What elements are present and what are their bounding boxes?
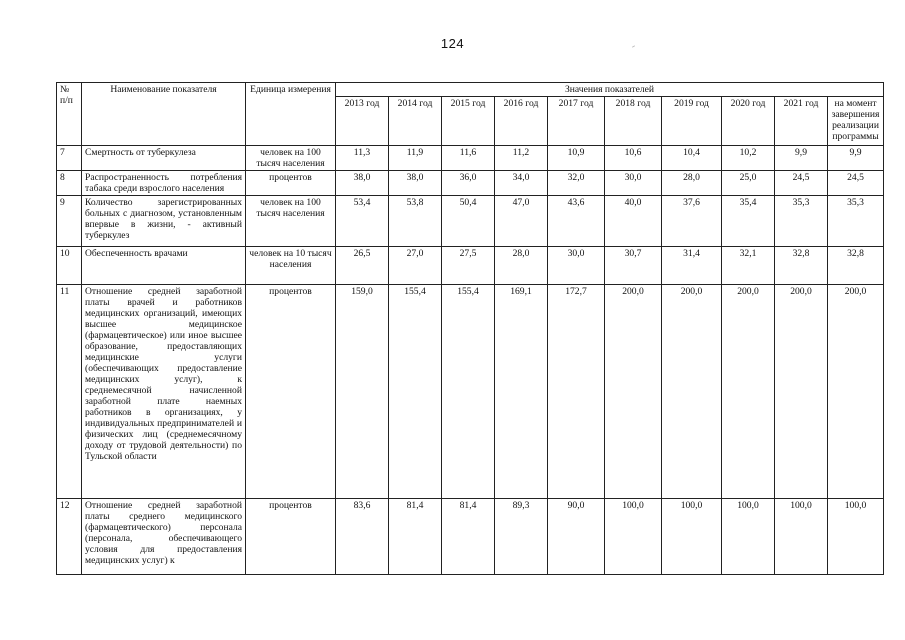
value-cell: 100,0 <box>605 499 662 575</box>
header-year: 2017 год <box>548 97 605 146</box>
value-cell: 24,5 <box>775 171 828 196</box>
unit-cell: человек на 100 тысяч населения <box>246 146 336 171</box>
value-cell: 11,6 <box>442 146 495 171</box>
header-year: 2018 год <box>605 97 662 146</box>
row-number: 8 <box>57 171 82 196</box>
indicator-name: Обеспеченность врачами <box>82 247 246 285</box>
value-cell: 53,8 <box>389 196 442 247</box>
value-cell: 89,3 <box>495 499 548 575</box>
value-cell: 32,0 <box>548 171 605 196</box>
row-number: 11 <box>57 285 82 499</box>
value-cell: 38,0 <box>336 171 389 196</box>
value-cell: 35,3 <box>775 196 828 247</box>
value-cell: 28,0 <box>662 171 722 196</box>
value-cell: 27,0 <box>389 247 442 285</box>
value-cell: 40,0 <box>605 196 662 247</box>
value-cell: 47,0 <box>495 196 548 247</box>
value-cell: 43,6 <box>548 196 605 247</box>
value-cell: 26,5 <box>336 247 389 285</box>
header-year: 2014 год <box>389 97 442 146</box>
unit-cell: человек на 10 тысяч населения <box>246 247 336 285</box>
value-cell: 50,4 <box>442 196 495 247</box>
header-year: 2016 год <box>495 97 548 146</box>
header-year: 2013 год <box>336 97 389 146</box>
header-year: 2020 год <box>722 97 775 146</box>
value-cell: 200,0 <box>775 285 828 499</box>
value-cell: 155,4 <box>389 285 442 499</box>
value-cell: 200,0 <box>605 285 662 499</box>
value-cell: 34,0 <box>495 171 548 196</box>
value-cell: 53,4 <box>336 196 389 247</box>
table-row <box>57 247 884 285</box>
header-num: № п/п <box>57 83 82 146</box>
value-cell: 32,8 <box>775 247 828 285</box>
row-number: 7 <box>57 146 82 171</box>
indicators-table <box>56 82 884 575</box>
value-cell: 32,8 <box>828 247 884 285</box>
value-cell: 81,4 <box>442 499 495 575</box>
header-final: на момент завершения реализации программы <box>828 97 884 146</box>
value-cell: 9,9 <box>775 146 828 171</box>
header-unit: Единица измерения <box>246 83 336 146</box>
row-number: 10 <box>57 247 82 285</box>
indicator-name: Смертность от туберкулеза <box>82 146 246 171</box>
value-cell: 81,4 <box>389 499 442 575</box>
header-year: 2019 год <box>662 97 722 146</box>
row-number: 12 <box>57 499 82 575</box>
unit-cell: процентов <box>246 285 336 499</box>
unit-cell: человек на 100 тысяч населения <box>246 196 336 247</box>
table-row <box>57 171 884 196</box>
table-row <box>57 499 884 575</box>
value-cell: 36,0 <box>442 171 495 196</box>
indicator-name: Распространенность потребления табака среди взрослого населения <box>82 171 246 196</box>
value-cell: 37,6 <box>662 196 722 247</box>
value-cell: 10,4 <box>662 146 722 171</box>
value-cell: 159,0 <box>336 285 389 499</box>
value-cell: 200,0 <box>722 285 775 499</box>
value-cell: 28,0 <box>495 247 548 285</box>
table-row <box>57 146 884 171</box>
header-year: 2015 год <box>442 97 495 146</box>
value-cell: 25,0 <box>722 171 775 196</box>
indicator-name: Количество зарегистрированных больных с диагнозом, установленным впервые в жизни, - активный туберкулез <box>82 196 246 247</box>
value-cell: 30,0 <box>548 247 605 285</box>
value-cell: 200,0 <box>828 285 884 499</box>
value-cell: 10,2 <box>722 146 775 171</box>
value-cell: 35,4 <box>722 196 775 247</box>
value-cell: 30,0 <box>605 171 662 196</box>
value-cell: 38,0 <box>389 171 442 196</box>
value-cell: 83,6 <box>336 499 389 575</box>
table-row <box>57 196 884 247</box>
table-row <box>57 285 884 499</box>
value-cell: 100,0 <box>722 499 775 575</box>
value-cell: 10,9 <box>548 146 605 171</box>
indicator-name: Отношение средней заработной платы среднего медицинского (фармацевтического) персонала (персонала, обеспечивающего условия для предоставления медицинских услуг) к <box>82 499 246 575</box>
header-values: Значения показателей <box>336 83 884 97</box>
header-year: 2021 год <box>775 97 828 146</box>
value-cell: 11,2 <box>495 146 548 171</box>
value-cell: 100,0 <box>662 499 722 575</box>
value-cell: 9,9 <box>828 146 884 171</box>
value-cell: 100,0 <box>775 499 828 575</box>
unit-cell: процентов <box>246 171 336 196</box>
unit-cell: процентов <box>246 499 336 575</box>
value-cell: 35,3 <box>828 196 884 247</box>
value-cell: 172,7 <box>548 285 605 499</box>
value-cell: 200,0 <box>662 285 722 499</box>
page-number: 124 <box>440 36 465 51</box>
value-cell: 155,4 <box>442 285 495 499</box>
value-cell: 100,0 <box>828 499 884 575</box>
value-cell: 169,1 <box>495 285 548 499</box>
header-name: Наименование показателя <box>82 83 246 146</box>
value-cell: 24,5 <box>828 171 884 196</box>
value-cell: 32,1 <box>722 247 775 285</box>
value-cell: 10,6 <box>605 146 662 171</box>
value-cell: 31,4 <box>662 247 722 285</box>
value-cell: 11,3 <box>336 146 389 171</box>
value-cell: 11,9 <box>389 146 442 171</box>
row-number: 9 <box>57 196 82 247</box>
indicator-name: Отношение средней заработной платы врачей и работников медицинских организаций, имеющих высшее медицинское (фармацевтическое) или иное высшее образование, предоставляющих медицинские услуги (обеспечивающих предоставление медицинских услуг), к среднемесячной начисленной заработной плате наемных работников в организациях, у индивидуальных предпринимателей и физических лиц (среднемесячному доходу от трудовой деятельности) по Тульской области <box>82 285 246 499</box>
value-cell: 27,5 <box>442 247 495 285</box>
value-cell: 90,0 <box>548 499 605 575</box>
value-cell: 30,7 <box>605 247 662 285</box>
